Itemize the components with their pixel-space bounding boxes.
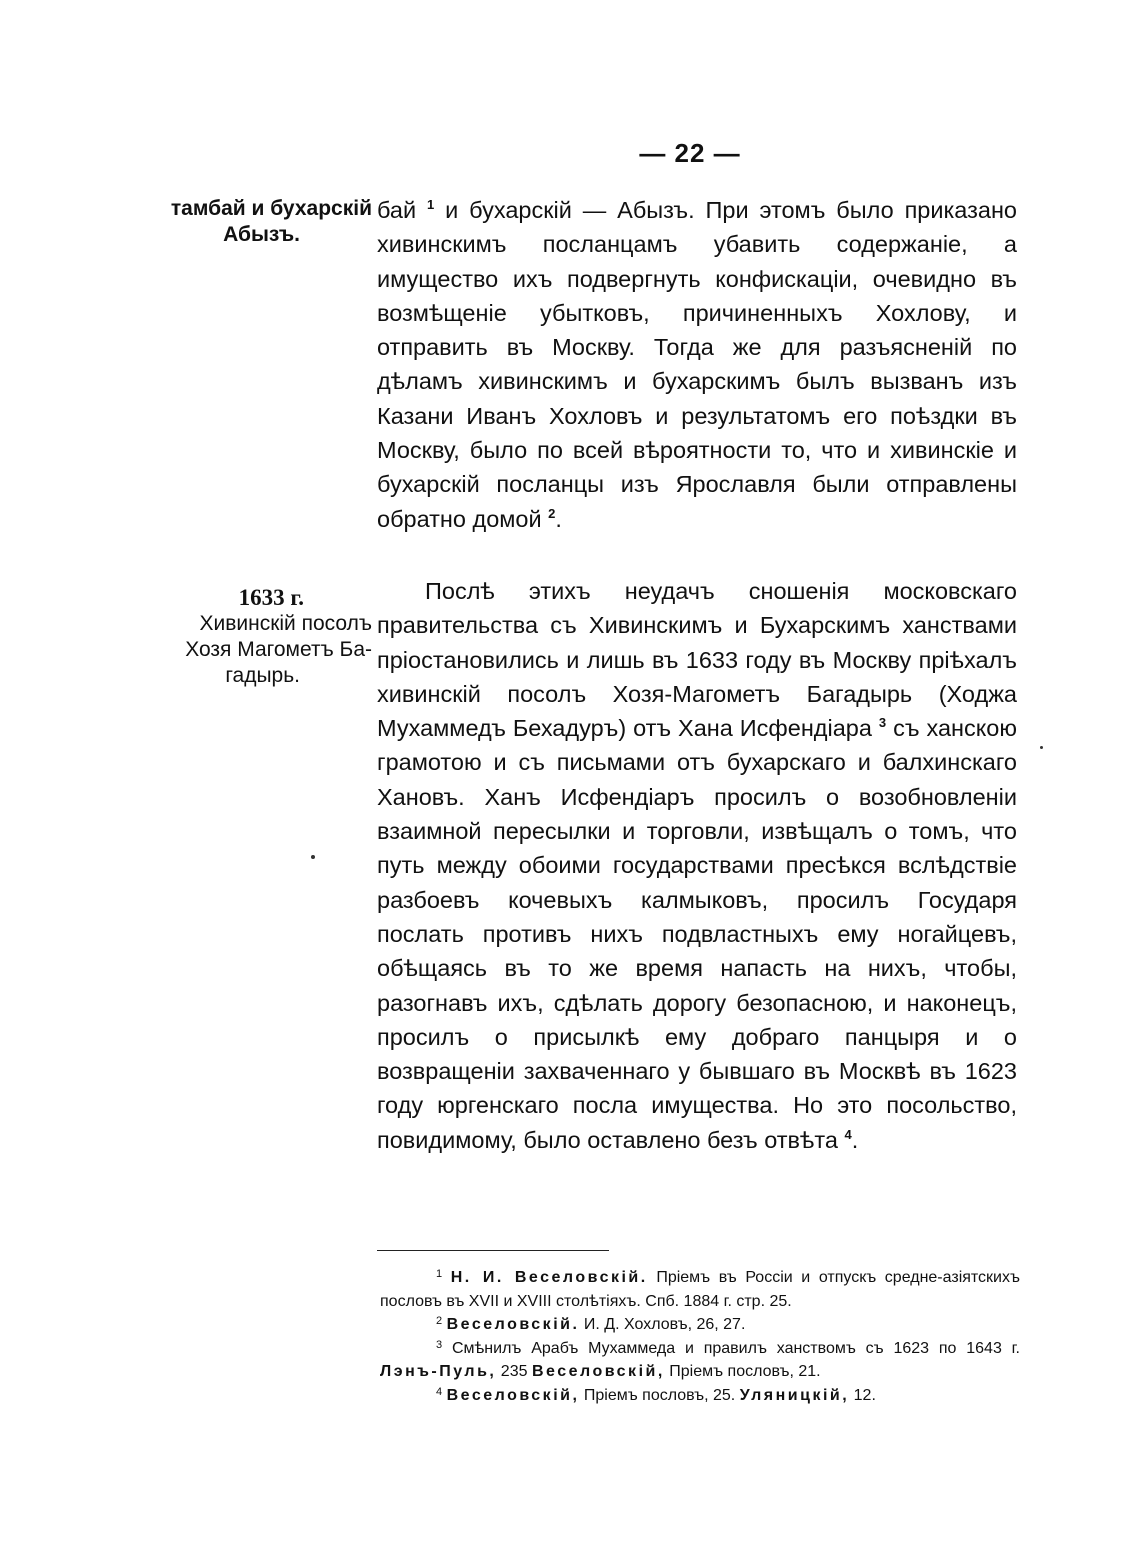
footnote-mark: 4	[436, 1385, 443, 1398]
text-run: .	[851, 1126, 859, 1153]
margin-note-line: гадырь.	[225, 664, 300, 687]
paragraph	[377, 574, 1017, 1157]
print-speck	[1040, 746, 1043, 749]
text-run: .	[555, 505, 562, 532]
print-speck	[311, 855, 315, 859]
footnote-divider	[377, 1250, 609, 1251]
text-run: Послѣ этихъ неудачъ сношенія московскаго правительства съ Хивинскимъ и Бухарскимъ ханствами пріостановились и лишь въ 1633 году въ Москву пріѣхалъ хивинскій посолъ Хозя-Магометъ Багадырь (Ходжа Мухаммедъ Бехадуръ) отъ Хана Исфендіара	[377, 578, 1017, 742]
footnote-author: Лэнъ-Пуль,	[380, 1363, 497, 1380]
margin-note-line: Абызъ.	[223, 223, 300, 246]
footnote-text: Пріемъ пословъ, 25.	[579, 1386, 740, 1404]
footnote-text: Пріемъ пословъ, 21.	[664, 1363, 821, 1380]
main-text	[377, 193, 1017, 536]
footnote-mark: 1	[436, 1268, 443, 1280]
footnote-ref: 4	[844, 1126, 852, 1142]
page-number: — 22 —	[639, 138, 741, 168]
footnote-author: Веселовскій.	[446, 1316, 580, 1333]
margin-note-1633	[120, 585, 372, 689]
margin-note-ambassadors	[120, 196, 372, 248]
paragraph	[377, 193, 1017, 536]
footnote-ref: 1	[427, 197, 435, 212]
footnote-ref: 3	[878, 715, 887, 731]
footnote-text: Смѣнилъ Арабъ Мухаммеда и правилъ ханствомъ съ 1623 по 1643 г.	[442, 1339, 1020, 1357]
margin-note-line: Хозя Магометъ Ба-	[185, 638, 372, 661]
footnote-text: Пріемъ въ Россіи и отпускъ средне-азіятскихъ пословъ въ XVII и XVIII столѣтіяхъ. Спб. 1884 г. стр. 25.	[380, 1269, 1020, 1310]
footnote	[380, 1313, 1020, 1337]
footnote-text: 235	[496, 1363, 532, 1380]
footnote-ref: 2	[548, 505, 556, 521]
footnote-author: Веселовскій,	[531, 1363, 665, 1380]
margin-note-line: тамбай и бухарскій	[170, 197, 372, 220]
footnote-text: И. Д. Хохловъ, 26, 27.	[579, 1316, 746, 1333]
margin-note-year: 1633 г.	[238, 585, 304, 610]
footnotes	[380, 1266, 1020, 1407]
footnote	[380, 1337, 1020, 1384]
footnote-text: 12.	[849, 1386, 876, 1404]
text-run: бай	[377, 197, 428, 223]
footnote-mark: 3	[436, 1338, 443, 1351]
footnote-author: Веселовскій,	[446, 1386, 580, 1404]
margin-note-line: Хивинскій посолъ	[199, 612, 372, 635]
text-run: съ ханскою грамотою и съ письмами отъ бухарскаго и балхинскаго Хановъ. Ханъ Исфендіаръ просилъ о возобновленіи взаимной пересылки и торговли, извѣщалъ о томъ, что путь между обоими государствами пресѣкся вслѣдствіе разбоевъ кочевыхъ калмыковъ, просилъ Государя послать противъ нихъ подвластныхъ ему ногайцевъ, обѣщаясь въ то же время напасть на нихъ, чтобы, разогнавъ ихъ, сдѣлать дорогу безопасною, и наконецъ, просилъ о присылкѣ ему добраго панцыря и о возвращеніи захваченнаго у бывшаго въ Москвѣ въ 1623 году юргенскаго посла имущества. Но это посольство, повидимому, было оставлено безъ отвѣта	[377, 715, 1017, 1153]
text-run: и бухарскій — Абызъ. При этомъ было приказано хивинскимъ посланцамъ убавить содержаніе, а имущество ихъ подвергнуть конфискаціи, очевидно въ возмѣщеніе убытковъ, причиненныхъ Хохлову, и отправить въ Москву. Тогда же для разъясненій по дѣламъ хивинскимъ и бухарскимъ былъ вызванъ изъ Казани Иванъ Хохловъ и результатомъ его поѣздки въ Москву, было по всей вѣроятности то, что и хивинскіе и бухарскій посланцы изъ Ярославля были отправлены обратно домой	[377, 197, 1017, 532]
footnote	[380, 1266, 1020, 1313]
footnote-mark: 2	[436, 1315, 443, 1327]
footnote-author: Уляницкій,	[739, 1386, 850, 1404]
main-text-continued	[377, 574, 1017, 1157]
footnote-author: Н. И. Веселовскій.	[450, 1269, 648, 1286]
footnote	[380, 1384, 1020, 1408]
